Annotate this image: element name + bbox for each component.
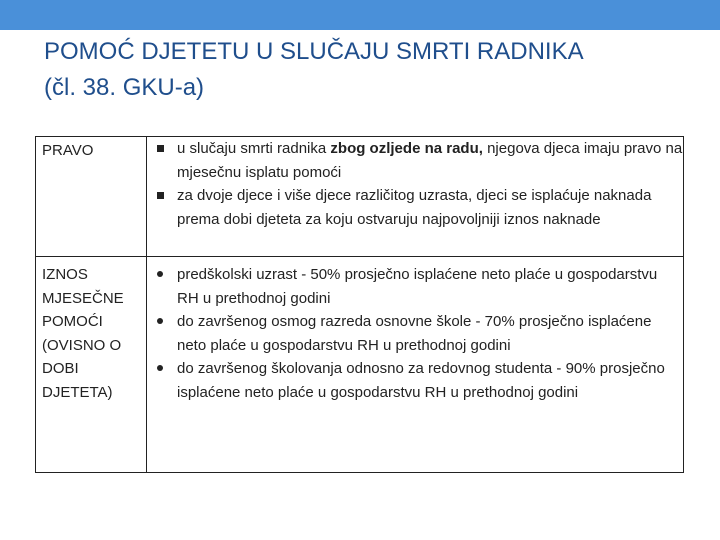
row-label-cell	[36, 257, 147, 473]
row-content-cell	[147, 257, 684, 473]
table-row-iznos	[36, 257, 684, 473]
iznos-bullet-list	[147, 263, 683, 404]
list-item: do završenog školovanja odnosno za redovnog studenta - 90% prosječno isplaćene neto plaće u gospodarstvu RH u prethodnoj godini	[147, 357, 683, 404]
list-item	[147, 137, 683, 184]
label-line: DJETETA)	[42, 383, 113, 401]
label-line: POMOĆI	[42, 313, 103, 330]
slide-title	[44, 34, 684, 106]
slide-title-line-1: POMOĆ DJETETU U SLUČAJU SMRTI RADNIKA	[44, 38, 584, 65]
label-line: (OVISNO O	[42, 336, 122, 354]
slide-title-line-2: (čl. 38. GKU-a)	[44, 74, 205, 101]
label-line: DOBI	[42, 360, 79, 377]
list-item: predškolski uzrast - 50% prosječno isplaćene neto plaće u gospodarstvu RH u prethodnoj godini	[147, 263, 683, 310]
table-row-pravo	[36, 137, 684, 257]
label-line: MJESEČNE	[42, 289, 124, 307]
pravo-bullet-list	[147, 137, 683, 231]
bullet-bold-text: zbog ozljede na radu,	[330, 140, 483, 157]
list-item: do završenog osmog razreda osnovne škole - 70% prosječno isplaćene neto plaće u gospodarstvu RH u prethodnoj godini	[147, 310, 683, 357]
top-accent-bar	[0, 0, 720, 30]
list-item: za dvoje djece i više djece različitog uzrasta, djeci se isplaćuje naknada prema dobi djeteta za koju ostvaruju najpovoljniji iznos naknade	[147, 184, 683, 231]
bullet-text: u slučaju smrti radnika	[177, 140, 331, 157]
bullet-text: njegova djeca imaju pravo na mjesečnu isplatu pomoći	[177, 140, 683, 181]
info-table	[35, 136, 684, 473]
row-content-cell	[147, 137, 684, 257]
row-label-cell	[36, 137, 147, 257]
label-line: IZNOS	[42, 266, 88, 283]
row-label-pravo: PRAVO	[42, 142, 94, 159]
row-label-iznos	[36, 257, 146, 404]
